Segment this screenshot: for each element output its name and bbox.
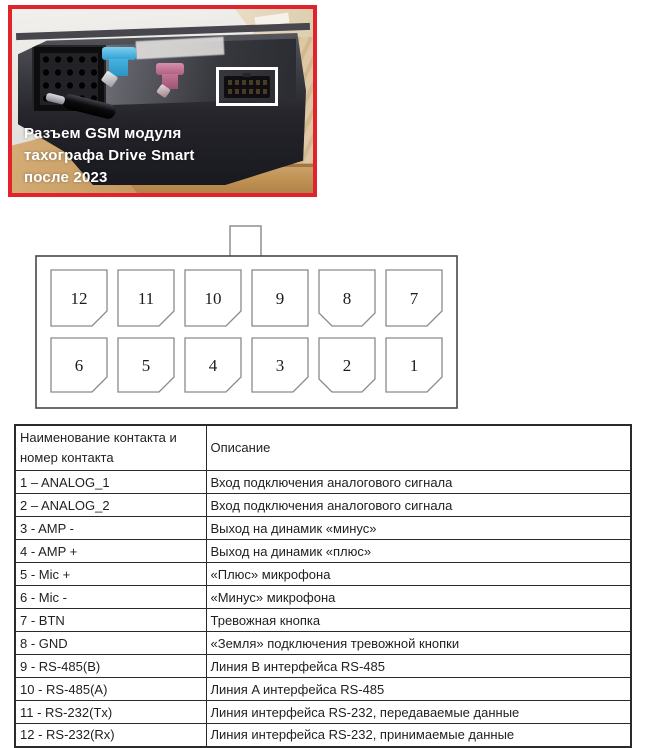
pin-number: 8 bbox=[342, 289, 352, 308]
pin-cell: 5 - Mic + bbox=[15, 563, 206, 586]
fakra-connector-blue bbox=[100, 47, 138, 91]
gsm-connector-socket bbox=[224, 76, 270, 98]
pin-cell: 8 - GND bbox=[15, 632, 206, 655]
desc-cell: «Земля» подключения тревожной кнопки bbox=[206, 632, 631, 655]
gsm-connector-pins bbox=[228, 80, 232, 85]
pin-cell: 7 - BTN bbox=[15, 609, 206, 632]
pin-cell: 11 - RS-232(Tx) bbox=[15, 701, 206, 724]
table-row bbox=[15, 586, 631, 609]
table-row bbox=[15, 540, 631, 563]
table-row bbox=[15, 494, 631, 517]
desc-cell: Вход подключения аналогового сигнала bbox=[206, 471, 631, 494]
table-row bbox=[15, 632, 631, 655]
pin-number: 10 bbox=[204, 289, 222, 308]
pin-cell: 10 - RS-485(A) bbox=[15, 678, 206, 701]
pin-cell: 12 - RS-232(Rx) bbox=[15, 724, 206, 747]
desc-cell: Вход подключения аналогового сигнала bbox=[206, 494, 631, 517]
table-row bbox=[15, 701, 631, 724]
desc-cell: Линия интерфейса RS-232, передаваемые данные bbox=[206, 701, 631, 724]
header-pin-name: Наименование контакта и номер контакта bbox=[15, 425, 206, 471]
desc-cell: «Минус» микрофона bbox=[206, 586, 631, 609]
connector-latch-tab bbox=[230, 226, 261, 256]
table-row bbox=[15, 724, 631, 747]
pin-number: 11 bbox=[137, 289, 155, 308]
gsm-connector-highlight bbox=[216, 67, 278, 106]
pin-number: 5 bbox=[141, 356, 151, 375]
pin-cell: 2 – ANALOG_2 bbox=[15, 494, 206, 517]
gsm-connector-key bbox=[243, 73, 251, 77]
desc-cell: «Плюс» микрофона bbox=[206, 563, 631, 586]
table-row bbox=[15, 609, 631, 632]
desc-cell: Тревожная кнопка bbox=[206, 609, 631, 632]
pin-cell: 3 - AMP - bbox=[15, 517, 206, 540]
pin-number: 2 bbox=[342, 356, 352, 375]
table-row bbox=[15, 678, 631, 701]
fakra-connector-pink bbox=[156, 63, 186, 101]
table-header-row bbox=[15, 425, 631, 471]
table-row bbox=[15, 517, 631, 540]
pin-number: 6 bbox=[74, 356, 84, 375]
pin-number: 7 bbox=[409, 289, 419, 308]
tachograph-photo bbox=[12, 9, 313, 193]
pin-number: 12 bbox=[70, 289, 88, 308]
pin-number: 9 bbox=[275, 289, 285, 308]
photo-frame bbox=[8, 5, 317, 197]
connector-pinout-diagram bbox=[0, 220, 470, 415]
pin-number: 1 bbox=[409, 356, 419, 375]
photo-caption bbox=[24, 123, 195, 189]
caption-line: после 2023 bbox=[24, 169, 108, 186]
caption-line: тахографа Drive Smart bbox=[24, 147, 195, 164]
header-description: Описание bbox=[206, 425, 631, 471]
pin-cell: 4 - AMP + bbox=[15, 540, 206, 563]
pin-cell: 1 – ANALOG_1 bbox=[15, 471, 206, 494]
desc-cell: Выход на динамик «плюс» bbox=[206, 540, 631, 563]
desc-cell: Линия B интерфейса RS-485 bbox=[206, 655, 631, 678]
pinout-table bbox=[14, 424, 632, 748]
pin-number: 4 bbox=[208, 356, 218, 375]
pin-number: 3 bbox=[275, 356, 285, 375]
desc-cell: Линия A интерфейса RS-485 bbox=[206, 678, 631, 701]
desc-cell: Выход на динамик «минус» bbox=[206, 517, 631, 540]
pin-cell: 9 - RS-485(B) bbox=[15, 655, 206, 678]
caption-line: Разъем GSM модуля bbox=[24, 125, 182, 142]
desc-cell: Линия интерфейса RS-232, принимаемые данные bbox=[206, 724, 631, 747]
table-row bbox=[15, 655, 631, 678]
table-row bbox=[15, 471, 631, 494]
pin-cell: 6 - Mic - bbox=[15, 586, 206, 609]
table-row bbox=[15, 563, 631, 586]
